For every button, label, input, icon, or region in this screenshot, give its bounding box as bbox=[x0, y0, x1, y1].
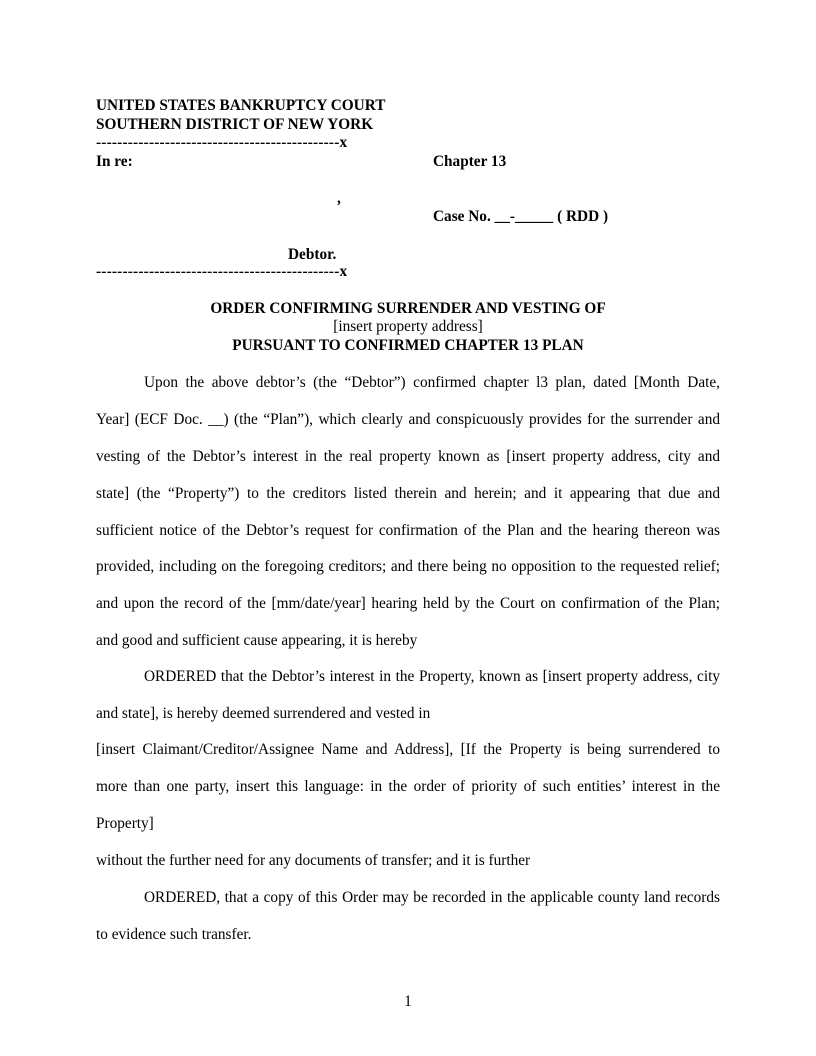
body-line: vesting of the Debtor’s interest in the real property known as [insert property address, city and bbox=[96, 448, 720, 465]
caption-divider-bottom: ----------------------------------------------x bbox=[96, 263, 348, 280]
debtor-label: Debtor. bbox=[288, 246, 337, 263]
order-title-property: [insert property address] bbox=[333, 318, 483, 335]
page-number: 1 bbox=[404, 993, 412, 1010]
body-line: Upon the above debtor’s (the “Debtor”) confirmed chapter l3 plan, dated [Month Date, bbox=[144, 374, 720, 391]
caption-divider-top: ----------------------------------------------x bbox=[96, 134, 348, 151]
body-line: provided, including on the foregoing creditors; and there being no opposition to the requested relief; bbox=[96, 558, 720, 575]
body-line: and upon the record of the [mm/date/year] hearing held by the Court on confirmation of the Plan; bbox=[96, 595, 720, 612]
body-line: and state], is hereby deemed surrendered and vested in bbox=[96, 705, 431, 722]
court-district: SOUTHERN DISTRICT OF NEW YORK bbox=[96, 116, 374, 133]
court-name: UNITED STATES BANKRUPTCY COURT bbox=[96, 97, 386, 114]
body-line: and good and sufficient cause appearing, it is hereby bbox=[96, 632, 418, 649]
chapter-label: Chapter 13 bbox=[433, 153, 507, 170]
in-re-label: In re: bbox=[96, 153, 133, 170]
order-title-line3: PURSUANT TO CONFIRMED CHAPTER 13 PLAN bbox=[232, 337, 584, 354]
ordered-paragraph-line: ORDERED that the Debtor’s interest in the Property, known as [insert property address, city bbox=[144, 668, 720, 685]
order-title-line1: ORDER CONFIRMING SURRENDER AND VESTING OF bbox=[210, 300, 606, 317]
case-number: Case No. __-_____ ( RDD ) bbox=[433, 208, 609, 225]
body-line: Year] (ECF Doc. __) (the “Plan”), which clearly and conspicuously provides for the surrender and bbox=[96, 411, 720, 428]
body-line: [insert Claimant/Creditor/Assignee Name and Address], [If the Property is being surrendered to bbox=[96, 741, 720, 758]
body-line: to evidence such transfer. bbox=[96, 926, 252, 943]
ordered-paragraph-line: ORDERED, that a copy of this Order may be recorded in the applicable county land records bbox=[144, 889, 720, 906]
body-line: state] (the “Property”) to the creditors listed therein and herein; and it appearing that due and bbox=[96, 485, 720, 502]
debtor-name-comma: , bbox=[337, 190, 341, 207]
body-line: Property] bbox=[96, 815, 154, 832]
body-line: sufficient notice of the Debtor’s request for confirmation of the Plan and the hearing thereon was bbox=[96, 522, 720, 539]
body-line: without the further need for any documents of transfer; and it is further bbox=[96, 852, 531, 869]
body-line: more than one party, insert this language: in the order of priority of such entities’ interest in the bbox=[96, 778, 720, 795]
